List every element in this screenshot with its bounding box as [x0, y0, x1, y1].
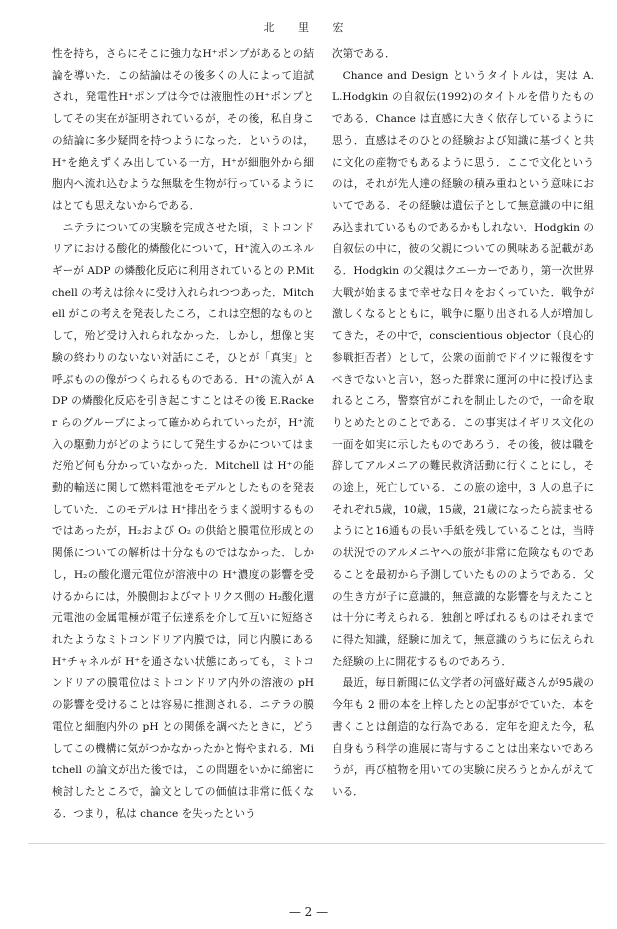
footer-divider — [28, 843, 605, 844]
page-number: — 2 — — [288, 905, 329, 919]
body-paragraph: 最近，毎日新聞に仏文学者の河盛好蔵さんが95歳の今年も 2 冊の本を上梓したとの記事がでていた．本を書くことは創造的な行為である．定年を迎えた今，私自身もう科学の進展に寄与することは出来ないであろうが，再び植物を用いての実験に戻ろうとかんがえている． — [332, 677, 594, 798]
body-paragraph: 性を持ち，さらにそこに強力なH⁺ポンプがあるとの結論を導いた．この結論はその後多くの人によって追試され，発電性H⁺ポンプは今では液胞性のH⁺ポンプとしてその実在が証明されているが，その後，私自身この結論に多少疑問を持つようになった．というのは，H⁺を絶えずくみ出している一方，H⁺が細胞外から細胞内へ流れ込むような無駄を生物が行っているようにはとても思えないからである． — [52, 48, 314, 212]
body-paragraph: ニテラについての実験を完成させた頃，ミトコンドリアにおける酸化的燐酸化について，H⁺流入のエネルギーが ADP の燐酸化反応に利用されているとの P.Mitchell の考えは徐々に受け入れられつつあった．Mitchell がこの考えを発表したころ，これは空想的なものとして，殆ど受け入れられなかった．しかし，想像と実験の終わりのないない対話にこそ，ひとが「真実」と呼ぶものの像がつくられるものである．H⁺の流入が ADP の燐酸化反応を引き起こすことはその後 E.Racker らのグループによって確かめられていったが，H⁺流入の駆動力がどのようにして発生するかについてはまだ殆ど何も分かっていなかった．Mitchell は H⁺の能動的輸送に関して燃料電池をモデルとしたものを発表していた．このモデルは H⁺排出をうまく説明するものではあったが，H₂および O₂ の供給と膜電位形成との関係についての解析は十分なものではなかった．しかし，H₂の酸化還元電位が溶液中の H⁺濃度の影響を受けるからには，外膜側およびマトリクス側の H₂酸化還元電池の金属電極が電子伝達系を介して互いに短絡されたようなミトコンドリア内膜では，同じ内膜にある H⁺チャネルが H⁺を通さない状態にあっても，ミトコンドリアの膜電位はミトコンドリア内外の溶液の pH の影響を受けることは容易に推測される．ニテラの膜電位と細胞内外の pH との関係を調べたときに，どうしてこの機構に気がつかなかったかと悔やまれる．Mitchell の論文が出た後では，この問題をいかに綿密に検討したところで，論文としての価値は非常に低くなる．つまり，私は chance を失ったという — [52, 221, 314, 820]
body-paragraph: Chance and Design というタイトルは，実は A. L.Hodgkin の自叙伝(1992)のタイトルを借りたものである．Chance は直感に大きく依存しているように思う．直感はそのひとの経験および知識に基づくと共に文化の産物でもあるように思う．ここで文化というのは，それが先人達の経験の積み重ねという意味においてである．その経験は遺伝子として無意識の中に組み込まれているものであるかもしれない．Hodgkin の自叙伝の中に，彼の父親についての興味ある記載がある．Hodgkin の父親はクエーカーであり，第一次世界大戦が始まるまで幸せな日々をおくっていた．戦争が激しくなるとともに，戦争に駆り出される人が増加してきた，その中で，conscientious objector（良心的参戦拒否者）として，公衆の面前でドイツに報復をすべきでないと言い，怒った群衆に運河の中に投げ込まれるところ，警察官がこれを制止したので，一命を取りとめたとのことである．この事実はイギリス文化の一面を如実に示したものであろう．その後，彼は職を辞してアルメニアの難民救済活動に行くことにし，その途上，死亡している．この旅の途中，3 人の息子にそれぞれ5歳，10歳，15歳，21歳になったら読ませるようにと16通もの長い手紙を残していることは，当時の状況でのアルメニヤへの旅が非常に危険なものであることを最初から予測していたもののようである．父の生き方が子に意識的，無意識的な影響を与えたことは十分に考えられる．独創と呼ばれるものはそれまでに得た知識，経験に加えて，無意識のうちに伝えられた経験の上に開花するものであろう． — [332, 69, 594, 668]
right-text-column — [332, 44, 594, 804]
running-header-author: 北 里 宏 — [263, 21, 354, 34]
left-text-column — [52, 44, 314, 825]
body-paragraph: 次第である． — [332, 48, 396, 60]
